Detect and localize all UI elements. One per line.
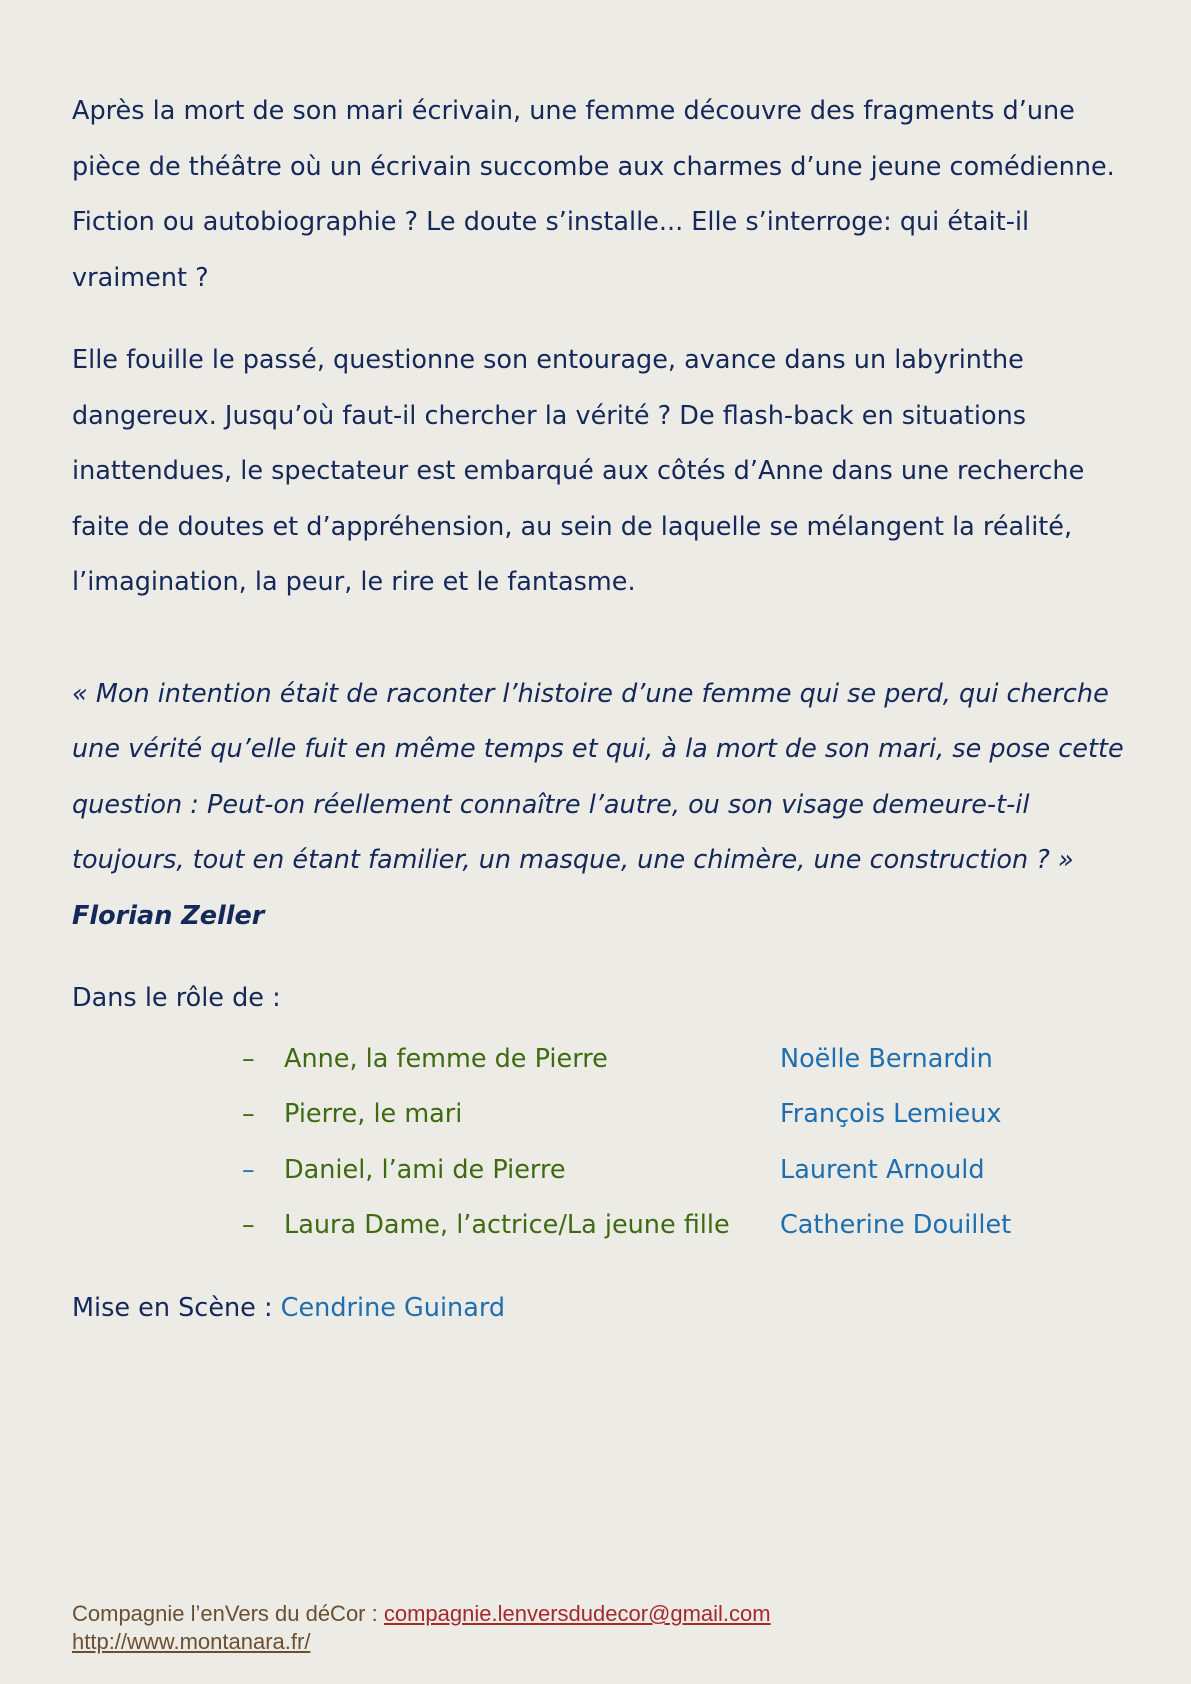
cast-actor: Noëlle Bernardin — [780, 1043, 993, 1074]
cast-role: Daniel, l’ami de Pierre — [284, 1154, 566, 1185]
cast-row — [72, 1087, 1132, 1143]
staging-line — [72, 1281, 1132, 1337]
cast-list — [72, 1032, 1132, 1254]
list-dash: – — [242, 1210, 255, 1240]
footer-contact-line — [72, 1600, 771, 1628]
cast-role: Pierre, le mari — [284, 1099, 463, 1129]
cast-row — [72, 1032, 1132, 1088]
document-content — [72, 84, 1132, 1336]
author-quote: « Mon intention était de raconter l’histoire d’une femme qui se perd, qui cherche une vérité qu’elle fuit en même temps et qui, à la mort de son mari, se pose cette question : Peut-on réellement connaître l’autre, ou son visage demeure-t-il toujours, tout en étant familier, un masque, une chimère, une construction ? » — [72, 678, 1124, 875]
cast-heading: Dans le rôle de : — [72, 983, 281, 1013]
cast-actor: Catherine Douillet — [780, 1210, 1012, 1240]
list-dash: – — [242, 1154, 255, 1185]
footer-website-line — [72, 1628, 771, 1656]
cast-actor: Laurent Arnould — [780, 1154, 985, 1185]
list-dash: – — [242, 1043, 255, 1074]
footer-website-link[interactable]: http://www.montanara.fr/ — [72, 1629, 311, 1654]
synopsis-paragraph-2: Elle fouille le passé, questionne son entourage, avance dans un labyrinthe dangereux. Jusqu’où faut-il chercher la vérité ? De flash-back en situations inattendues, le spectateur est embarqué aux côtés d’Anne dans une recherche faite de doutes et d’appréhension, au sein de laquelle se mélangent la réalité, l’imagination, la peur, le rire et le fantasme. — [72, 345, 1085, 597]
cast-row — [72, 1198, 1132, 1254]
cast-role: Laura Dame, l’actrice/La jeune fille — [284, 1210, 730, 1240]
footer-email-link[interactable]: compagnie.lenversdudecor@gmail.com — [383, 1601, 771, 1626]
cast-role: Anne, la femme de Pierre — [284, 1043, 608, 1074]
cast-actor: François Lemieux — [780, 1099, 1002, 1129]
footer — [72, 1600, 771, 1656]
staging-label: Mise en Scène : — [72, 1292, 281, 1323]
cast-row — [72, 1143, 1132, 1199]
staging-director: Cendrine Guinard — [280, 1292, 506, 1323]
list-dash: – — [242, 1099, 255, 1129]
quote-author: Florian Zeller — [72, 900, 265, 931]
footer-company-label: Compagnie l’enVers du déCor : — [72, 1601, 384, 1626]
synopsis-paragraph-1: Après la mort de son mari écrivain, une femme découvre des fragments d’une pièce de théâtre où un écrivain succombe aux charmes d’une jeune comédienne. Fiction ou autobiographie ? Le doute s’installe... Elle s’interroge: qui était-il vraiment ? — [72, 96, 1115, 293]
